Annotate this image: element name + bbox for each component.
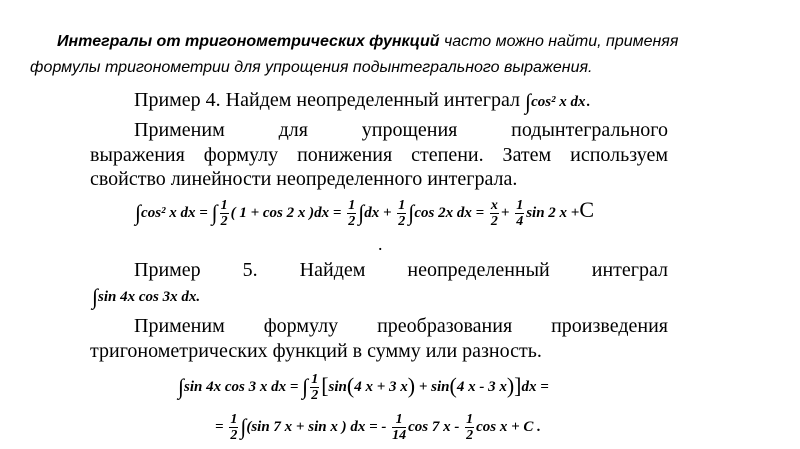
integral-sign: ∫ (525, 89, 532, 114)
fraction (220, 198, 229, 229)
example5-formula-2 (215, 412, 541, 443)
example5-title-line-1: Пример 5. Найдем неопределенный интеграл (134, 259, 668, 281)
example4-title-text: Пример 4. Найдем неопределенный интеграл (134, 89, 521, 111)
example5-text-line-1: Применим формулу преобразования произведения (134, 315, 668, 337)
intro-rest: часто можно найти, применяя (439, 33, 679, 50)
math-token: 1 (398, 198, 406, 213)
math-token: ∫ (408, 199, 415, 225)
math-token: 1 (348, 198, 356, 213)
math-token: cos x + C . (476, 418, 541, 435)
math-token: 1 (230, 412, 238, 427)
example4-dot: . (378, 234, 383, 254)
example4-formula (135, 198, 594, 229)
math-token: x (490, 198, 498, 213)
math-token: dx + (364, 204, 392, 221)
math-token: dx = (521, 378, 549, 395)
math-token: = (215, 418, 224, 435)
fraction (397, 198, 406, 229)
math-token: + (500, 204, 510, 221)
intro-bold: Интегралы от тригонометрических функций (57, 33, 440, 50)
fraction (465, 412, 474, 443)
math-token: 4 x - 3 x (456, 378, 507, 395)
math-token: ∫ (211, 199, 218, 225)
math-token: 2 (230, 428, 238, 443)
math-token: ∫ (92, 284, 99, 309)
example5-formula-1 (178, 372, 549, 403)
math-token: (sin 7 x + sin x ) dx = - (246, 418, 387, 435)
math-token: 2 (398, 214, 406, 229)
fraction (515, 198, 524, 229)
math-token: 1 (516, 198, 524, 213)
fraction (392, 412, 406, 443)
math-token: . (196, 289, 201, 305)
example4-text-line-2: выражения формулу понижения степени. Затем используем (90, 144, 668, 166)
math-token: 1 (466, 412, 474, 427)
math-token: ( (449, 372, 457, 398)
math-token: ( (346, 372, 355, 398)
math-token: ( 1 + cos 2 x )dx = (230, 204, 342, 221)
math-token: ∫ (358, 199, 365, 225)
math-token: 1 (311, 372, 319, 387)
math-token: cos² x dx = (141, 204, 208, 221)
math-token: 2 (220, 214, 228, 229)
math-token: ∫ (135, 199, 142, 225)
math-token: sin 4x cos 3 x dx = (184, 378, 299, 395)
math-token: 2 (311, 388, 319, 403)
math-token: cos² x dx (531, 94, 586, 110)
example5-title-integral (92, 286, 200, 308)
math-token: C (579, 196, 595, 222)
example4-title: Пример 4. Найдем неопределенный интеграл ∫cos² x dx. (134, 89, 591, 114)
example4-text-line-3: свойство линейности неопределенного интеграла. (90, 168, 518, 190)
math-token: 1 (220, 198, 228, 213)
intro-line-2: формулы тригонометрии для упрощения подынтегрального выражения. (30, 59, 593, 76)
math-token: ] (514, 372, 522, 398)
math-token: sin 4x cos 3x dx (98, 289, 197, 305)
intro-line-1 (57, 32, 765, 52)
math-token: 2 (490, 214, 498, 229)
fraction (310, 372, 319, 403)
math-token: + sin (418, 378, 450, 395)
example4-title-integral (525, 89, 586, 114)
math-token: ∫ (302, 373, 309, 399)
math-token: ) (407, 372, 416, 398)
math-token: 1 (392, 412, 406, 428)
math-token: sin (328, 378, 347, 395)
math-token: cos 2x dx = (414, 204, 485, 221)
math-token: ∫ (178, 373, 185, 399)
math-token: 4 (516, 214, 524, 229)
fraction (347, 198, 356, 229)
math-token: 2 (466, 428, 474, 443)
math-token: 4 x + 3 x (354, 378, 408, 395)
math-token: cos 7 x - (408, 418, 460, 435)
example5-text-line-2: тригонометрических функций в сумму или разность. (90, 340, 542, 362)
fraction (490, 198, 499, 229)
fraction (229, 412, 238, 443)
example4-text-line-1: Применим для упрощения подынтегрального (134, 119, 668, 141)
math-token: sin 2 x + (526, 204, 580, 221)
math-token: ) (506, 372, 515, 398)
math-token: ∫ (240, 413, 247, 439)
math-token: [ (321, 372, 329, 398)
math-token: 14 (392, 428, 407, 443)
math-token: 2 (348, 214, 356, 229)
